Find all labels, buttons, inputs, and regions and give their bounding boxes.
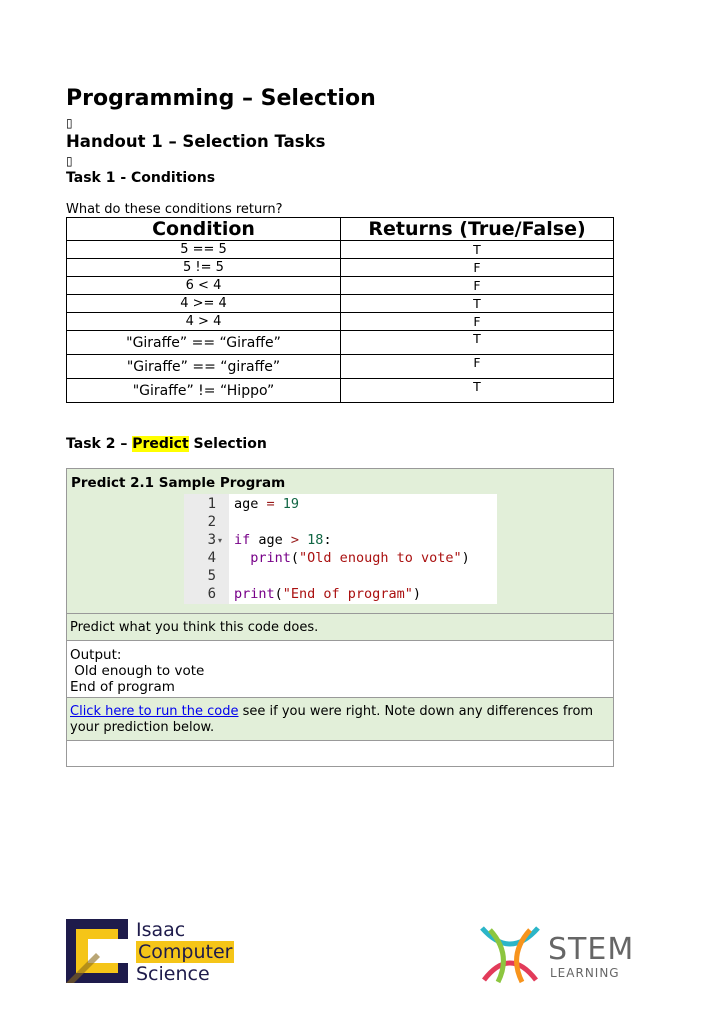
computer-word: Computer bbox=[138, 941, 233, 963]
task2-heading bbox=[66, 436, 267, 452]
isaac-wordmark bbox=[136, 919, 234, 985]
run-code-link[interactable]: Click here to run the code bbox=[70, 704, 239, 719]
isaac-word: Isaac bbox=[136, 919, 186, 941]
code-number: 19 bbox=[282, 496, 300, 512]
line-number: 5 bbox=[207, 568, 216, 584]
science-word: Science bbox=[136, 963, 210, 985]
predict-box bbox=[66, 468, 614, 767]
code-var: age bbox=[250, 532, 291, 548]
line-number: 1 bbox=[207, 496, 216, 512]
condition-cell: 4 > 4 bbox=[67, 313, 341, 331]
output-line: Old enough to vote bbox=[70, 663, 205, 679]
condition-cell: "Giraffe” != “Hippo” bbox=[67, 379, 341, 403]
page-title: Programming – Selection bbox=[66, 86, 376, 111]
task2-heading-highlight: Predict bbox=[132, 436, 189, 452]
table-row bbox=[67, 241, 614, 259]
table-row bbox=[67, 379, 614, 403]
condition-cell: 5 != 5 bbox=[67, 259, 341, 277]
code-line-1 bbox=[234, 496, 299, 512]
code-line-6 bbox=[234, 586, 421, 602]
prompt-row: Predict what you think this code does. bbox=[67, 613, 613, 640]
code-colon: : bbox=[323, 532, 332, 548]
stem-logo-mark-icon bbox=[476, 920, 544, 988]
code-paren: ( bbox=[290, 550, 300, 566]
code-paren: ) bbox=[461, 550, 470, 566]
line-number: 4 bbox=[207, 550, 216, 566]
table-row bbox=[67, 331, 614, 355]
code-op: > bbox=[290, 532, 300, 548]
condition-cell: "Giraffe” == “Giraffe” bbox=[67, 331, 341, 355]
condition-cell: 5 == 5 bbox=[67, 241, 341, 259]
code-line-3 bbox=[234, 532, 332, 548]
run-code-row bbox=[67, 697, 613, 740]
table-row bbox=[67, 277, 614, 295]
handout-title: Handout 1 – Selection Tasks bbox=[66, 132, 326, 151]
sample-program-label: Predict 2.1 Sample Program bbox=[71, 475, 286, 491]
table-row bbox=[67, 355, 614, 379]
line-number: 3 bbox=[207, 532, 216, 548]
code-var: age bbox=[234, 496, 259, 512]
table-row bbox=[67, 295, 614, 313]
sample-program-row bbox=[67, 469, 613, 613]
stem-learning-logo bbox=[476, 920, 636, 988]
table-header-row bbox=[67, 218, 614, 241]
task1-heading: Task 1 - Conditions bbox=[66, 170, 216, 186]
result-cell: F bbox=[341, 277, 614, 295]
code-editor-image bbox=[184, 494, 497, 604]
result-cell: F bbox=[341, 355, 614, 379]
fold-arrow-icon: ▾ bbox=[218, 536, 223, 545]
isaac-logo-mark-icon bbox=[66, 919, 128, 983]
learning-word: LEARNING bbox=[550, 966, 620, 980]
line-number: 6 bbox=[207, 586, 216, 602]
code-paren: ) bbox=[412, 586, 421, 602]
run-code-instructions: see if you were right. Note down any differences from your prediction below. bbox=[70, 704, 594, 735]
condition-cell: "Giraffe” == “giraffe” bbox=[67, 355, 341, 379]
code-string: "End of program" bbox=[282, 586, 413, 602]
code-op: = bbox=[258, 496, 283, 512]
result-cell: T bbox=[341, 379, 614, 403]
result-cell: T bbox=[341, 241, 614, 259]
stem-word: STEM bbox=[548, 932, 635, 967]
output-line: End of program bbox=[70, 679, 175, 695]
output-label: Output: bbox=[70, 647, 122, 663]
condition-cell: 6 < 4 bbox=[67, 277, 341, 295]
task2-heading-post: Selection bbox=[188, 436, 267, 452]
isaac-computer-science-logo bbox=[66, 919, 246, 983]
task2-heading-pre: Task 2 – bbox=[66, 436, 133, 452]
missing-glyph-1: ▯ bbox=[66, 116, 73, 130]
table-row bbox=[67, 313, 614, 331]
conditions-table bbox=[66, 217, 614, 403]
code-number: 18 bbox=[299, 532, 324, 548]
answer-row[interactable] bbox=[67, 740, 613, 766]
result-cell: F bbox=[341, 259, 614, 277]
result-cell: T bbox=[341, 295, 614, 313]
line-number: 2 bbox=[207, 514, 216, 530]
code-line-4 bbox=[234, 550, 470, 566]
header-condition: Condition bbox=[67, 218, 341, 241]
code-keyword: if bbox=[234, 532, 251, 548]
missing-glyph-2: ▯ bbox=[66, 154, 73, 168]
code-paren: ( bbox=[274, 586, 283, 602]
result-cell: F bbox=[341, 313, 614, 331]
task1-intro: What do these conditions return? bbox=[66, 202, 283, 217]
table-row bbox=[67, 259, 614, 277]
result-cell: T bbox=[341, 331, 614, 355]
code-string: "Old enough to vote" bbox=[299, 550, 462, 566]
code-builtin: print bbox=[234, 550, 291, 566]
header-returns: Returns (True/False) bbox=[341, 218, 614, 241]
condition-cell: 4 >= 4 bbox=[67, 295, 341, 313]
code-builtin: print bbox=[234, 586, 275, 602]
output-row[interactable] bbox=[67, 640, 613, 697]
